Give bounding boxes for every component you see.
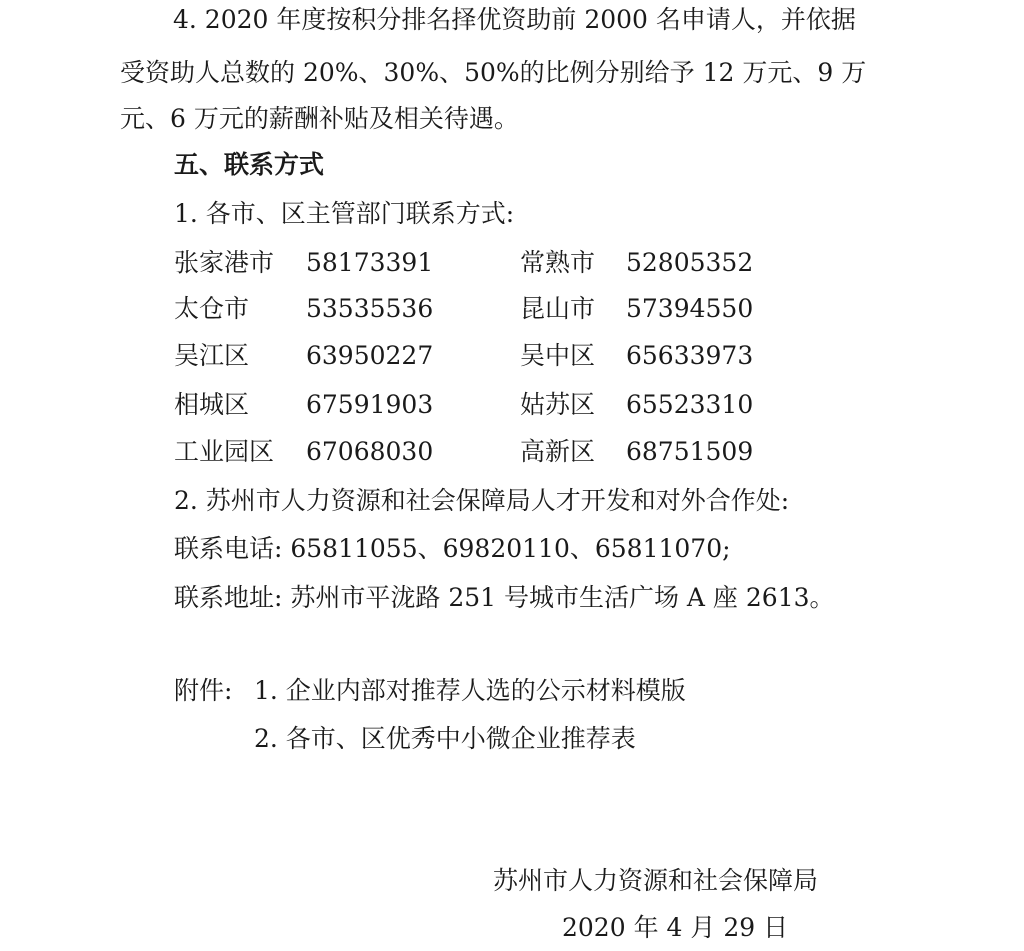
signature-date: 2020 年 4 月 29 日 [562,913,789,942]
contact-district-phone: 57394550 [626,294,754,323]
contact-district-phone: 58173391 [306,248,434,277]
contact-district-phone: 65523310 [626,390,754,419]
contact-district-phone: 53535536 [306,294,434,323]
attachment-item-2: 2. 各市、区优秀中小微企业推荐表 [254,724,636,753]
section-heading-contact: 五、联系方式 [174,150,325,179]
contact-district-name: 昆山市 [520,294,596,323]
contact-district-phone: 68751509 [626,437,754,466]
attachment-item-1: 1. 企业内部对推荐人选的公示材料模版 [254,676,686,705]
contact-row [0,294,1024,326]
contact-phone-line: 联系电话: 65811055、69820110、65811070; [174,534,731,563]
contact-row [0,390,1024,422]
contact-district-name: 高新区 [520,437,596,466]
contact-district-name: 常熟市 [520,248,596,277]
item4-line3: 元、6 万元的薪酬补贴及相关待遇。 [120,104,519,133]
contact-district-name: 姑苏区 [520,390,596,419]
item4-line2: 受资助人总数的 20%、30%、50%的比例分别给予 12 万元、9 万 [120,58,867,87]
item4-line1: 4. 2020 年度按积分排名择优资助前 2000 名申请人，并依据 [173,5,856,34]
contact-district-name: 太仓市 [174,294,250,323]
attachments-label: 附件: [174,676,233,705]
signature-organization: 苏州市人力资源和社会保障局 [493,866,819,895]
contact-subheading-2: 2. 苏州市人力资源和社会保障局人才开发和对外合作处: [174,486,790,515]
contact-district-name: 相城区 [174,390,250,419]
contact-row [0,437,1024,469]
contact-row [0,341,1024,373]
contact-district-name: 工业园区 [174,437,275,466]
contact-district-phone: 63950227 [306,341,434,370]
contact-district-phone: 52805352 [626,248,754,277]
contact-district-phone: 67591903 [306,390,434,419]
contact-district-name: 吴江区 [174,341,250,370]
contact-row [0,248,1024,280]
contact-district-phone: 67068030 [306,437,434,466]
contact-district-phone: 65633973 [626,341,754,370]
contact-subheading-1: 1. 各市、区主管部门联系方式: [174,199,515,228]
contact-district-name: 吴中区 [520,341,596,370]
contact-district-name: 张家港市 [174,248,275,277]
contact-address-line: 联系地址: 苏州市平泷路 251 号城市生活广场 A 座 2613。 [174,583,835,612]
